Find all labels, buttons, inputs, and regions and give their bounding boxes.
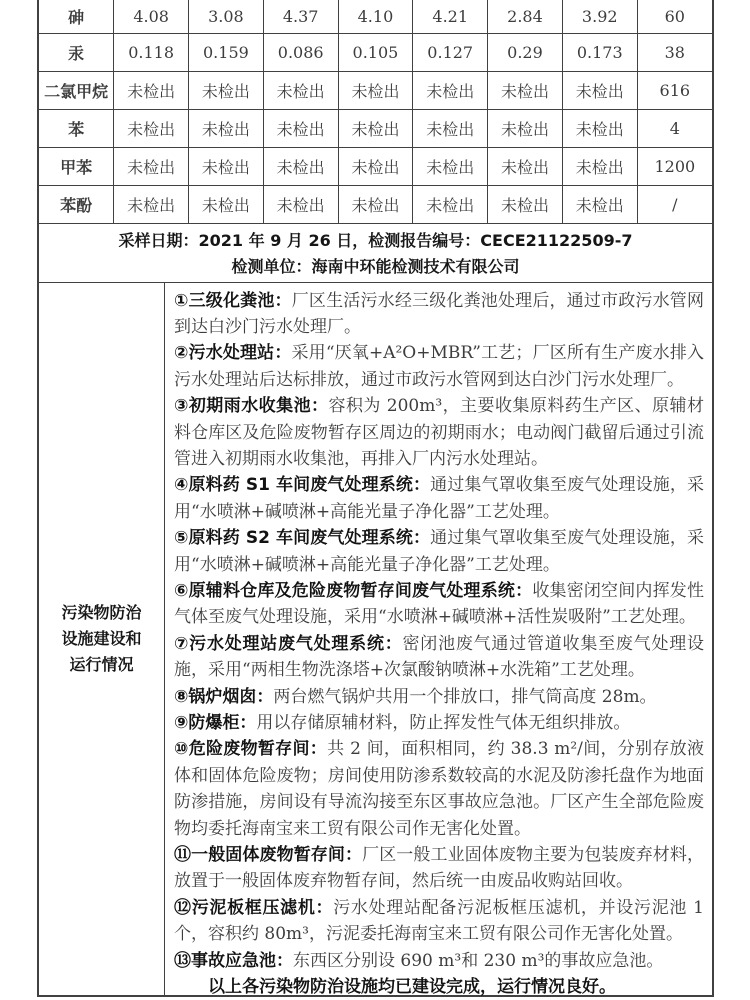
- facility-item-body: 厂区生活污水经三级化粪池处理后，通过市政污水管网到达白沙门污水处理厂。: [174, 290, 704, 337]
- value-cell: 未检出: [562, 185, 637, 223]
- table-row: [39, 71, 712, 109]
- facility-item: [174, 842, 704, 895]
- pollutant-name-cell: 苯: [39, 109, 114, 147]
- facility-item-head: ⑦污水处理站废气处理系统：: [174, 633, 403, 654]
- value-cell: 未检出: [413, 147, 488, 185]
- report-page: [37, 0, 714, 997]
- monitoring-results-table: [39, 0, 712, 224]
- facility-item-body: 厂区一般工业固体废物主要为包装废弃材料，放置于一般固体废弃物暂存间，然后统一由废品收购站回收。: [174, 845, 705, 892]
- value-cell: 未检出: [263, 147, 338, 185]
- facility-item-body: 污水处理站配备污泥板框压滤机，并设污泥池 1 个，容积约 80m³，污泥委托海南宝来工贸有限公司作无害化处置。: [174, 897, 704, 945]
- value-cell: 未检出: [562, 147, 637, 185]
- value-cell: 未检出: [189, 109, 264, 147]
- facility-item-head: ⑫污泥板框压滤机：: [174, 897, 334, 918]
- pollutant-name-cell: 汞: [39, 33, 114, 71]
- value-cell: 4.37: [263, 0, 338, 33]
- facility-item-head: ⑪一般固体废物暂存间：: [174, 845, 363, 866]
- pollutant-name-cell: 二氯甲烷: [39, 71, 114, 109]
- facility-item: [174, 736, 704, 842]
- value-cell: 4.10: [338, 0, 413, 33]
- value-cell: 3.08: [189, 0, 264, 33]
- value-cell: 未检出: [488, 185, 563, 223]
- sampling-info-block: [39, 224, 712, 283]
- facility-item-head: ⑤原料药 S2 车间废气处理系统：: [174, 528, 431, 549]
- facility-item-head: ②污水处理站：: [174, 343, 292, 364]
- closing-note: 以上各污染物防治设施均已建设完成，运行情况良好。: [208, 977, 616, 998]
- table-row: [39, 109, 712, 147]
- value-cell: 未检出: [114, 71, 189, 109]
- limit-cell: 1200: [637, 147, 712, 185]
- limit-cell: 60: [637, 0, 712, 33]
- monitoring-table-body: [39, 0, 712, 223]
- table-row: [39, 33, 712, 71]
- facility-item: [174, 340, 704, 393]
- limit-cell: 38: [637, 33, 712, 71]
- limit-cell: 4: [637, 109, 712, 147]
- facility-item: [174, 288, 704, 341]
- value-cell: 0.127: [413, 33, 488, 71]
- facility-item-body: 容积为 200m³，主要收集原料药生产区、原辅材料仓库区及危险废物暂存区周边的初期雨水；电动阀门截留后通过引流管进入初期雨水收集池，再排入厂内污水处理站。: [174, 396, 704, 469]
- value-cell: 2.84: [488, 0, 563, 33]
- facility-item-head: ⑨防爆柜：: [174, 713, 257, 733]
- facility-item-body: 通过集气罩收集至废气处理设施，采用“水喷淋+碱喷淋+高能光量子净化器”工艺处理。: [174, 475, 704, 522]
- facility-item-head: ⑩危险废物暂存间：: [174, 739, 328, 760]
- value-cell: 0.173: [562, 33, 637, 71]
- section-title-line: 设施建设和: [61, 629, 142, 648]
- table-row: [39, 147, 712, 185]
- value-cell: 未检出: [413, 109, 488, 147]
- value-cell: 未检出: [488, 109, 563, 147]
- facility-item: [174, 472, 704, 525]
- facility-item: [174, 684, 704, 710]
- pollutant-name-cell: 苯酚: [39, 185, 114, 223]
- value-cell: 3.92: [562, 0, 637, 33]
- facility-item-body: 收集密闭空间内挥发性气体至废气处理设施，采用“水喷淋+碱喷淋+活性炭吸附”工艺处理。: [174, 580, 704, 628]
- pollutant-name-cell: 甲苯: [39, 147, 114, 185]
- facility-item: [174, 948, 704, 974]
- value-cell: 未检出: [189, 185, 264, 223]
- section-title-line: 污染物防治: [61, 603, 142, 622]
- facility-item: [174, 710, 704, 736]
- value-cell: 0.29: [488, 33, 563, 71]
- value-cell: 未检出: [338, 185, 413, 223]
- facility-item-head: ⑧锅炉烟囱：: [174, 686, 274, 707]
- section-title-line: 运行情况: [69, 655, 134, 674]
- value-cell: 未检出: [488, 71, 563, 109]
- value-cell: 0.105: [338, 33, 413, 71]
- value-cell: 未检出: [114, 109, 189, 147]
- facility-item-body: 两台燃气锅炉共用一个排放口，排气筒高度 28m。: [273, 686, 657, 707]
- section-title: [39, 283, 165, 996]
- table-row: [39, 0, 712, 33]
- value-cell: 未检出: [263, 185, 338, 223]
- value-cell: 未检出: [488, 147, 563, 185]
- value-cell: 未检出: [114, 147, 189, 185]
- facility-item-body: 共 2 间，面积相同，约 38.3 m²/间，分别存放液体和固体危险废物；房间使用防渗系数较高的水泥及防渗托盘作为地面防渗措施，房间设有导流沟接至东区事故应急池。厂区产生全部危险废物均委托海南宝来工贸有限公司作无害化处置。: [174, 739, 704, 839]
- value-cell: 未检出: [413, 71, 488, 109]
- value-cell: 未检出: [263, 109, 338, 147]
- facility-item-body: 东西区分别设 690 m³和 230 m³的事故应急池。: [293, 950, 664, 971]
- facility-item: [174, 895, 704, 948]
- limit-cell: 616: [637, 71, 712, 109]
- facility-item-body: 采用“厌氧+A²O+MBR”工艺；厂区所有生产废水排入污水处理站后达标排放，通过市政污水管网到达白沙门污水处理厂。: [174, 343, 704, 390]
- value-cell: 未检出: [338, 109, 413, 147]
- facility-item-body: 密闭池废气通过管道收集至废气处理设施，采用“两相生物洗涤塔+次氯酸钠喷淋+水洗箱”工艺处理。: [174, 633, 704, 681]
- facility-item: [174, 578, 704, 631]
- value-cell: 4.21: [413, 0, 488, 33]
- sampling-date-line: 采样日期：2021 年 9 月 26 日，检测报告编号：CECE21122509-7: [118, 230, 633, 250]
- pollutant-name-cell: 砷: [39, 0, 114, 33]
- value-cell: 0.118: [114, 33, 189, 71]
- value-cell: 未检出: [562, 109, 637, 147]
- facility-item: [174, 631, 704, 684]
- facility-item-head: ⑥原辅料仓库及危险废物暂存间废气处理系统：: [174, 580, 533, 601]
- value-cell: 未检出: [562, 71, 637, 109]
- value-cell: 0.086: [263, 33, 338, 71]
- facility-item: [174, 525, 704, 578]
- table-row: [39, 185, 712, 223]
- value-cell: 0.159: [189, 33, 264, 71]
- facility-item-head: ④原料药 S1 车间废气处理系统：: [174, 475, 431, 496]
- facility-item-head: ⑬事故应急池：: [174, 950, 293, 971]
- value-cell: 未检出: [263, 71, 338, 109]
- facilities-list: [165, 283, 712, 996]
- value-cell: 未检出: [338, 147, 413, 185]
- value-cell: 未检出: [189, 71, 264, 109]
- value-cell: 未检出: [189, 147, 264, 185]
- facility-item-body: 通过集气罩收集至废气处理设施，采用“水喷淋+碱喷淋+高能光量子净化器”工艺处理。: [174, 528, 704, 575]
- value-cell: 4.08: [114, 0, 189, 33]
- facility-item: [174, 393, 704, 472]
- value-cell: 未检出: [114, 185, 189, 223]
- facility-item-body: 用以存储原辅材料，防止挥发性气体无组织排放。: [256, 713, 631, 733]
- value-cell: 未检出: [413, 185, 488, 223]
- testing-unit-line: 检测单位：海南中环能检测技术有限公司: [231, 256, 520, 276]
- facility-item-head: ③初期雨水收集池：: [174, 396, 329, 417]
- facilities-section: [39, 283, 712, 996]
- facility-item-head: ①三级化粪池：: [174, 290, 292, 311]
- limit-cell: /: [637, 185, 712, 223]
- value-cell: 未检出: [338, 71, 413, 109]
